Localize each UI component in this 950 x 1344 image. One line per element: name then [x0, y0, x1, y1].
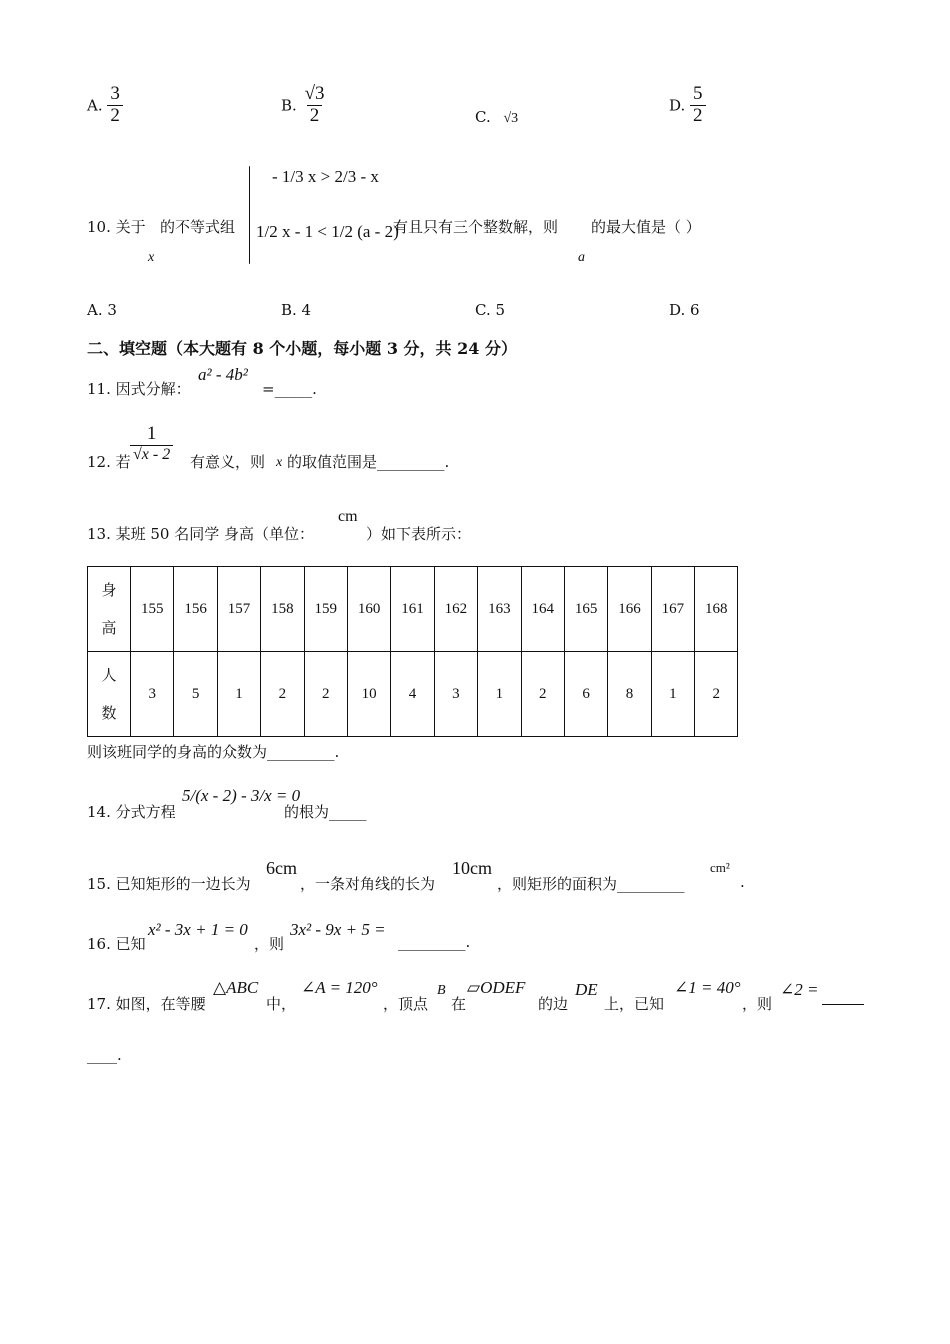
q17-point-b: B [437, 983, 446, 998]
q10-option-d[interactable]: D. 6 [669, 301, 700, 319]
table-cell: 4 [391, 652, 434, 737]
row-label: 身 高 [88, 567, 131, 652]
q17-parallelogram: ▱ODEF [467, 978, 526, 997]
q17-angle-1: ∠1 = 40° [674, 978, 741, 997]
q17-p4: 在 [451, 995, 467, 1013]
table-cell: 155 [131, 567, 174, 652]
q16-prefix: 16. 已知 [87, 935, 146, 953]
q13-prefix: 13. 某班 50 名同学 身高（单位： [87, 525, 315, 543]
table-cell: 2 [521, 652, 564, 737]
fraction: $\frac{3}{2}$ [107, 84, 123, 127]
table-cell: 2 [304, 652, 347, 737]
q17-angle-a: ∠A = 120° [301, 978, 378, 997]
q12-fraction [130, 424, 173, 463]
var-x: x [148, 250, 155, 265]
q14-suffix: 的根为_____ [284, 803, 367, 821]
q16-mid: ，则 [254, 935, 285, 953]
q12-mid: 有意义，则 [190, 453, 266, 471]
q9-option-d[interactable] [669, 84, 706, 127]
q15-side: 6cm [266, 858, 297, 878]
table-cell: 3 [434, 652, 477, 737]
table-cell: 2 [695, 652, 738, 737]
table-cell: 1 [478, 652, 521, 737]
q15-unit: cm² [710, 860, 730, 875]
table-cell: 1 [217, 652, 260, 737]
q15-prefix: 15. 已知矩形的一边长为 [87, 875, 251, 893]
var-a: a [578, 250, 585, 265]
table-cell: 167 [651, 567, 694, 652]
table-cell: 168 [695, 567, 738, 652]
table-cell: 8 [608, 652, 651, 737]
table-cell: 5 [174, 652, 217, 737]
q16-condition: x² - 3x + 1 = 0 [148, 920, 248, 939]
fraction: $\frac{√3}{2}$ [304, 83, 325, 126]
q17-p5: 的边 [538, 995, 569, 1013]
q11-suffix: =_____. [262, 380, 317, 398]
q17-blank-end: ____. [87, 1046, 122, 1064]
q13-after: 则该班同学的身高的众数为_________. [87, 743, 340, 761]
table-cell: 162 [434, 567, 477, 652]
ineq2 [256, 222, 399, 242]
q14-prefix: 14. 分式方程 [87, 803, 176, 821]
q10-option-a[interactable]: A. 3 [87, 301, 117, 319]
q11-expr: a² - 4b² [198, 365, 248, 384]
table-cell: 159 [304, 567, 347, 652]
q10-suffix2: 的最大值是（ ） [591, 218, 701, 236]
q10-option-c[interactable]: C. 5 [475, 301, 506, 319]
q17-side-de: DE [575, 980, 598, 999]
q13-unit: cm [338, 508, 358, 525]
q17-blank [822, 1004, 864, 1005]
height-table [87, 566, 738, 737]
table-cell: 161 [391, 567, 434, 652]
q15-mid: ，一条对角线的长为 [300, 875, 436, 893]
table-row [88, 652, 738, 737]
q17-angle-2: ∠2 = [780, 980, 819, 999]
q9-option-c[interactable] [475, 108, 518, 127]
table-cell: 2 [261, 652, 304, 737]
option-label: C. [475, 108, 491, 126]
q17-p7: ，则 [742, 995, 773, 1013]
q16-suffix: _________. [398, 933, 471, 951]
table-cell: 164 [521, 567, 564, 652]
q10-option-b[interactable]: B. 4 [281, 301, 312, 319]
q17-prefix: 17. 如图，在等腰 [87, 995, 206, 1013]
table-cell: 158 [261, 567, 304, 652]
table-cell: 166 [608, 567, 651, 652]
table-cell: 3 [131, 652, 174, 737]
option-label: D. [669, 96, 686, 115]
q12-prefix: 12. 若 [87, 453, 131, 471]
ineq1 [272, 167, 379, 187]
q12-var: x [276, 455, 283, 470]
q17-p2: 中， [266, 995, 297, 1013]
q17-p6: 上，已知 [604, 995, 665, 1013]
option-label: B. [281, 96, 297, 115]
table-cell: 157 [217, 567, 260, 652]
table-cell: 10 [347, 652, 390, 737]
fraction: $\frac{1}{√x - 2}$ [130, 424, 173, 463]
ineq2-text: 1/2 x - 1 < 1/2 (a - 2) [256, 222, 399, 241]
q9-option-a[interactable] [87, 84, 123, 127]
ineq1-text: - 1/3 x > 2/3 - x [272, 167, 379, 186]
option-label: A. [87, 96, 103, 115]
row-label: 人 数 [88, 652, 131, 737]
table-cell: 6 [564, 652, 607, 737]
q15-end: . [740, 873, 745, 891]
q10-prefix: 10. 关于 [87, 218, 146, 236]
section-heading: 二、填空题（本大题有 8 个小题，每小题 3 分，共 24 分） [87, 339, 517, 358]
q12-suffix: 的取值范围是_________. [287, 453, 450, 471]
q10-mid: 的不等式组 [160, 218, 236, 236]
table-cell: 1 [651, 652, 694, 737]
table-row [88, 567, 738, 652]
fraction: $\frac{5}{2}$ [690, 84, 706, 127]
q17-p3: ，顶点 [383, 995, 429, 1013]
q14-equation: 5/(x - 2) - 3/x = 0 [182, 786, 301, 805]
table-cell: 160 [347, 567, 390, 652]
table-cell: 165 [564, 567, 607, 652]
sqrt-value: √3 [503, 111, 519, 126]
q17-triangle: △ABC [213, 978, 259, 997]
q13-suffix: ）如下表所示： [366, 525, 472, 543]
table-cell: 156 [174, 567, 217, 652]
table-cell: 163 [478, 567, 521, 652]
system-brace [249, 166, 250, 264]
q16-expr: 3x² - 9x + 5 = [290, 920, 386, 939]
q11-prefix: 11. 因式分解： [87, 380, 191, 398]
q15-diag: 10cm [452, 858, 492, 878]
q9-option-b[interactable] [281, 84, 328, 127]
q10-suffix1: 有且只有三个整数解，则 [393, 218, 559, 236]
q15-suffix: ，则矩形的面积为_________ [497, 875, 685, 893]
